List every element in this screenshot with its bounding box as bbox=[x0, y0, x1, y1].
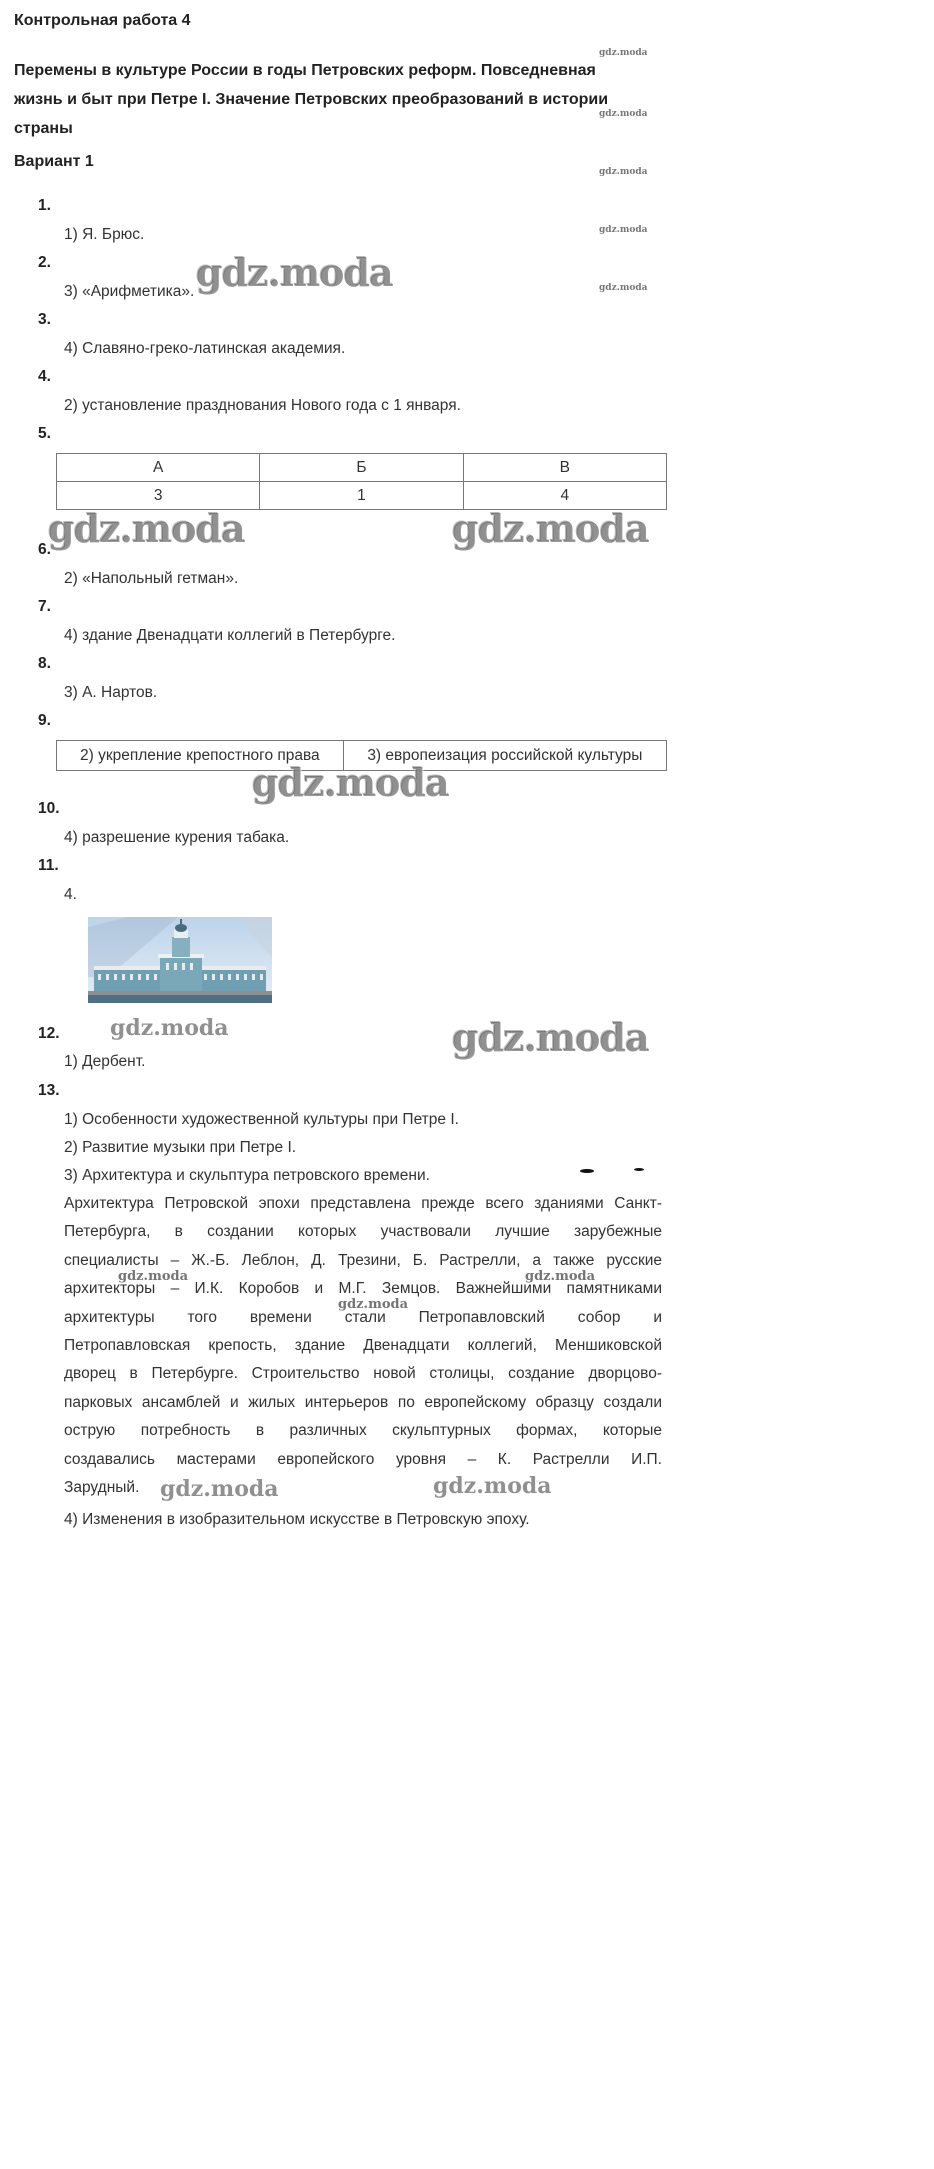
answer-text: 4) разрешение курения табака. bbox=[64, 829, 290, 846]
watermark: gdz.moda bbox=[196, 250, 393, 295]
answer-text: 4) здание Двенадцати коллегий в Петербурге. bbox=[64, 627, 396, 644]
table-row bbox=[57, 454, 667, 482]
watermark: gdz.moda bbox=[452, 506, 649, 551]
paragraph-line: Зарудный. bbox=[64, 1478, 140, 1496]
topic-line: Перемены в культуре России в годы Петровских реформ. Повседневная bbox=[14, 62, 596, 79]
question-number: 6. bbox=[38, 541, 51, 558]
watermark: gdz.moda bbox=[118, 1269, 189, 1284]
answer-table bbox=[56, 453, 667, 510]
answer-text: 1) Я. Брюс. bbox=[64, 226, 145, 243]
topic-line: жизнь и быт при Петре I. Значение Петровских преобразований в истории bbox=[14, 91, 609, 108]
watermark: gdz.moda bbox=[110, 1015, 229, 1041]
paragraph-line: Петропавловская крепость, здание Двенадцати коллегий, Меншиковской bbox=[64, 1336, 662, 1354]
paragraph-line: создавались мастерами европейского уровня – К. Растрелли И.П. bbox=[64, 1450, 662, 1468]
watermark: gdz.moda bbox=[48, 506, 245, 551]
question-number: 3. bbox=[38, 311, 51, 328]
table-header-cell: Б bbox=[260, 454, 463, 482]
question-number: 11. bbox=[38, 857, 59, 874]
answer-text: 3) Архитектура и скульптура петровского времени. bbox=[64, 1167, 430, 1184]
answer-text: 2) «Напольный гетман». bbox=[64, 570, 239, 587]
answer-text: 2) Развитие музыки при Петре I. bbox=[64, 1139, 297, 1156]
answer-text: 1) Дербент. bbox=[64, 1053, 146, 1070]
table-header-cell: В bbox=[463, 454, 666, 482]
paragraph-line: парковых ансамблей и жилых интерьеров по европейскому образцу создали bbox=[64, 1393, 662, 1411]
answer-text: 4) Славяно-греко-латинская академия. bbox=[64, 340, 346, 357]
answer-text: 3) «Арифметика». bbox=[64, 283, 195, 300]
answer-text: 3) А. Нартов. bbox=[64, 684, 158, 701]
table-cell: 2) укрепление крепостного права bbox=[57, 741, 344, 771]
question-number: 2. bbox=[38, 254, 51, 271]
watermark: gdz.moda bbox=[338, 1297, 409, 1312]
watermark: gdz.moda bbox=[252, 760, 449, 805]
paragraph-line: Архитектура Петровской эпохи представлена прежде всего зданиями Санкт- bbox=[64, 1195, 662, 1212]
answer-text: 1) Особенности художественной культуры при Петре I. bbox=[64, 1111, 459, 1128]
answer-text: 4) Изменения в изобразительном искусстве в Петровскую эпоху. bbox=[64, 1511, 530, 1528]
table-cell: 3) европеизация российской культуры bbox=[343, 741, 666, 771]
answer-text: 2) установление празднования Нового года с 1 января. bbox=[64, 397, 461, 414]
table-cell: 4 bbox=[463, 482, 666, 510]
kunstkamera-photo bbox=[88, 917, 272, 1003]
paragraph-line: архитекторы – И.К. Коробов и М.Г. Земцов. Важнейшими памятниками bbox=[64, 1280, 662, 1298]
watermark: gdz.moda bbox=[599, 283, 648, 293]
paragraph-line: острую потребность в различных скульптурных формах, которые bbox=[64, 1422, 662, 1440]
question-number: 1. bbox=[38, 197, 51, 214]
watermark: gdz.moda bbox=[599, 225, 648, 235]
question-number: 12. bbox=[38, 1025, 60, 1042]
question-number: 13. bbox=[38, 1082, 60, 1099]
paragraph-line: архитектуры того времени стали Петропавловский собор и bbox=[64, 1308, 662, 1326]
question-number: 7. bbox=[38, 598, 51, 615]
question-number: 4. bbox=[38, 368, 51, 385]
building-image bbox=[88, 917, 272, 1003]
watermark: gdz.moda bbox=[452, 1015, 649, 1060]
topic-line: страны bbox=[14, 120, 73, 137]
answer-text: 4. bbox=[64, 886, 77, 903]
question-number: 8. bbox=[38, 655, 51, 672]
question-number: 9. bbox=[38, 712, 51, 729]
essay-paragraph bbox=[64, 1190, 662, 1502]
ink-mark bbox=[580, 1169, 594, 1173]
paragraph-line: дворец в Петербурге. Строительство новой столицы, создание дворцово- bbox=[64, 1365, 662, 1383]
watermark: gdz.moda bbox=[433, 1473, 552, 1499]
question-number: 5. bbox=[38, 425, 51, 442]
watermark: gdz.moda bbox=[599, 167, 648, 177]
watermark: gdz.moda bbox=[525, 1269, 596, 1284]
watermark: gdz.moda bbox=[599, 48, 648, 58]
table-cell: 3 bbox=[57, 482, 260, 510]
page-title: Контрольная работа 4 bbox=[14, 12, 191, 29]
paragraph-line: специалисты – Ж.-Б. Леблон, Д. Трезини, Б. Растрелли, а также русские bbox=[64, 1251, 662, 1269]
watermark: gdz.moda bbox=[599, 109, 648, 119]
table-header-cell: А bbox=[57, 454, 260, 482]
watermark: gdz.moda bbox=[160, 1476, 279, 1502]
question-number: 10. bbox=[38, 800, 60, 817]
ink-mark bbox=[634, 1168, 644, 1171]
variant-heading: Вариант 1 bbox=[14, 153, 94, 170]
table-cell: 1 bbox=[260, 482, 463, 510]
paragraph-line: Петербурга, в создании которых участвовали лучшие зарубежные bbox=[64, 1223, 662, 1241]
topic-heading bbox=[14, 56, 654, 143]
